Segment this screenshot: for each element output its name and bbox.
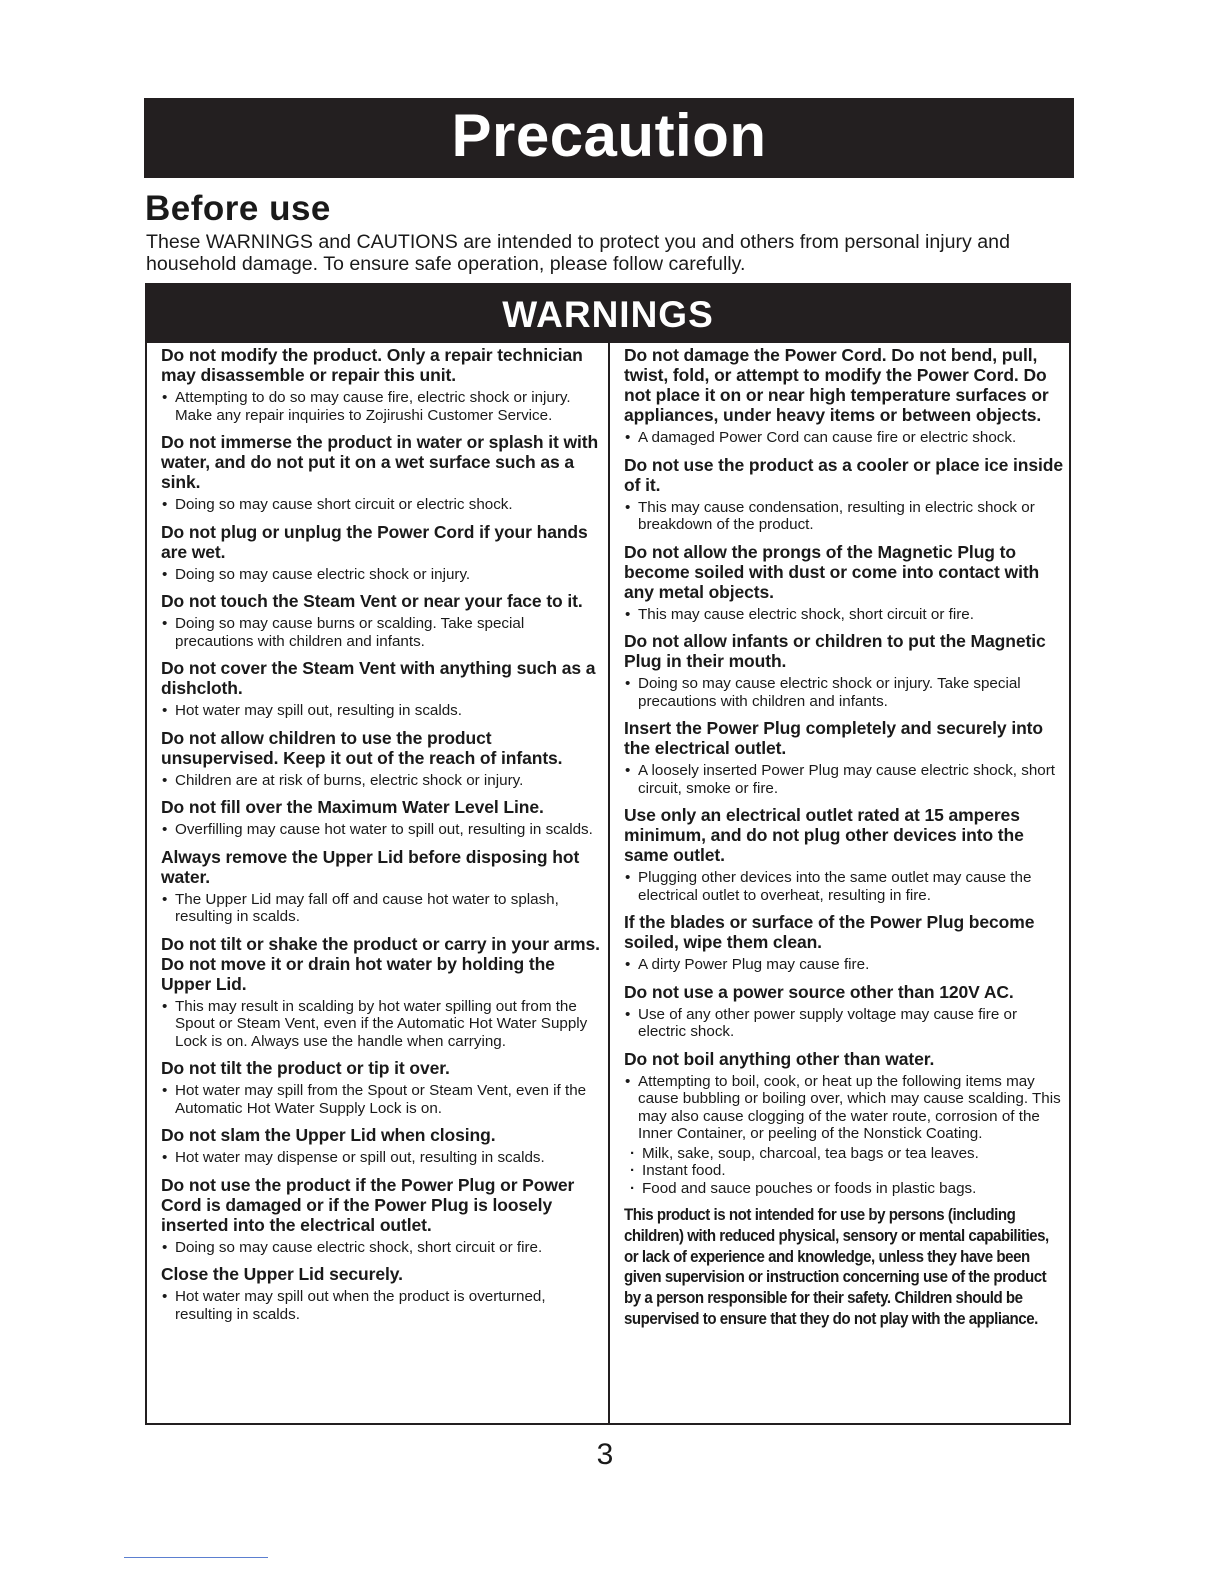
warning-item — [624, 542, 1064, 624]
warning-bullet: • Doing so may cause burns or scalding. Take special precautions with children and infants. — [161, 615, 601, 650]
warning-heading: Insert the Power Plug completely and securely into the electrical outlet. — [624, 718, 1043, 758]
warning-item — [161, 345, 601, 424]
warning-item — [161, 847, 601, 926]
warning-heading: Close the Upper Lid securely. — [161, 1264, 403, 1284]
warning-heading: Do not plug or unplug the Power Cord if your hands are wet. — [161, 521, 588, 562]
warning-item — [161, 591, 601, 650]
warnings-box — [145, 283, 1071, 1425]
warning-item — [161, 658, 601, 720]
warning-heading: Do not use the product if the Power Plug or Power Cord is damaged or if the Power Plug is loosely inserted into the electrical outlet. — [161, 1174, 575, 1235]
warning-bullet: • Children are at risk of burns, electric shock or injury. — [161, 772, 601, 790]
warning-heading: Do not cover the Steam Vent with anything such as a dishcloth. — [161, 658, 596, 698]
warnings-title: WARNINGS — [502, 293, 714, 335]
warnings-right-column — [624, 345, 1064, 1330]
warning-heading: Do not use a power source other than 120V AC. — [624, 981, 1014, 1002]
warning-heading: Do not allow infants or children to put the Magnetic Plug in their mouth. — [624, 631, 1046, 671]
warning-bullet: • Use of any other power supply voltage may cause fire or electric shock. — [624, 1006, 1064, 1041]
closing-note: This product is not intended for use by persons (including children) with reduced physical, sensory or mental capabilities, or lack of experience and knowledge, unless they have been given supervision or instruction concerning use of the product by a person responsible for their safety. Children should be supervised to ensure that they do not play with the appliance. — [624, 1206, 1049, 1328]
warning-bullet: • This may cause condensation, resulting in electric shock or breakdown of the product. — [624, 499, 1064, 534]
intro-text: These WARNINGS and CAUTIONS are intended to protect you and others from personal injury and household damage. To ensure safe operation, please follow carefully. — [146, 231, 1010, 275]
page-number: 3 — [596, 1438, 614, 1471]
warning-item — [161, 1264, 601, 1323]
warning-item — [161, 1125, 601, 1167]
section-title: Before use — [145, 189, 331, 228]
warning-heading: Do not boil anything other than water. — [624, 1048, 935, 1069]
warning-heading: Use only an electrical outlet rated at 15 amperes minimum, and do not plug other devices into the same outlet. — [624, 805, 1024, 865]
warning-subitem: · Instant food. — [624, 1162, 1064, 1180]
warning-bullet: • Doing so may cause short circuit or electric shock. — [161, 496, 601, 514]
warning-item — [624, 345, 1064, 447]
warning-heading: Do not immerse the product in water or splash it with water, and do not put it on a wet surface such as a sink. — [161, 432, 599, 492]
warning-bullet: • Overfilling may cause hot water to spill out, resulting in scalds. — [161, 821, 601, 839]
warning-bullet: • Hot water may spill from the Spout or Steam Vent, even if the Automatic Hot Water Supply Lock is on. — [161, 1082, 601, 1117]
warning-heading: Do not damage the Power Cord. Do not bend, pull, twist, fold, or attempt to modify the Power Cord. Do not place it on or near high temperature surfaces or appliances, under heavy items or between objects. — [624, 345, 1049, 425]
warning-bullet: • Hot water may spill out, resulting in scalds. — [161, 702, 601, 720]
warning-item — [624, 805, 1064, 904]
title-banner — [144, 98, 1074, 178]
warning-bullet: • Attempting to do so may cause fire, electric shock or injury. Make any repair inquiries to Zojirushi Customer Service. — [161, 389, 601, 424]
warning-item — [161, 728, 601, 790]
warning-subitem: · Milk, sake, soup, charcoal, tea bags or tea leaves. — [624, 1145, 1064, 1163]
warning-item — [161, 1058, 601, 1117]
warning-item — [161, 522, 601, 584]
warning-subitem: · Food and sauce pouches or foods in plastic bags. — [624, 1180, 1064, 1198]
warning-heading: Do not modify the product. Only a repair technician may disassemble or repair this unit. — [161, 345, 583, 385]
warning-heading: Always remove the Upper Lid before disposing hot water. — [161, 846, 580, 887]
warning-bullet: • This may result in scalding by hot water spilling out from the Spout or Steam Vent, even if the Automatic Hot Water Supply Lock is on. Always use the handle when carrying. — [161, 998, 601, 1051]
warning-item — [161, 1175, 601, 1257]
footer-rule — [124, 1557, 268, 1558]
warnings-header — [147, 285, 1069, 343]
warning-heading: Do not allow the prongs of the Magnetic Plug to become soiled with dust or come into contact with any metal objects. — [624, 541, 1040, 602]
warning-item — [161, 797, 601, 839]
warning-item — [624, 718, 1064, 797]
warning-bullet: • Doing so may cause electric shock, short circuit or fire. — [161, 1239, 601, 1257]
warning-item — [624, 912, 1064, 974]
warning-item — [161, 934, 601, 1051]
warning-bullet: • Attempting to boil, cook, or heat up the following items may cause bubbling or boiling over, which may cause scalding. This may also cause clogging of the water route, corrosion of the Inner Container, or peeling of the Nonstick Coating. — [624, 1073, 1064, 1143]
warning-bullet: • A dirty Power Plug may cause fire. — [624, 956, 1064, 974]
warning-heading: Do not tilt or shake the product or carry in your arms. Do not move it or drain hot water by holding the Upper Lid. — [161, 933, 600, 994]
warning-item — [624, 1049, 1064, 1198]
warning-heading: If the blades or surface of the Power Plug become soiled, wipe them clean. — [624, 912, 1035, 952]
warning-item — [624, 631, 1064, 710]
warning-heading: Do not fill over the Maximum Water Level Line. — [161, 797, 544, 817]
warning-heading: Do not tilt the product or tip it over. — [161, 1058, 450, 1078]
warning-bullet: • This may cause electric shock, short circuit or fire. — [624, 606, 1064, 624]
warning-bullet: • Plugging other devices into the same outlet may cause the electrical outlet to overheat, resulting in fire. — [624, 869, 1064, 904]
warning-bullet: • Hot water may dispense or spill out, resulting in scalds. — [161, 1149, 601, 1167]
page-title: Precaution — [451, 102, 767, 169]
warning-item — [624, 982, 1064, 1041]
warning-heading: Do not use the product as a cooler or place ice inside of it. — [624, 454, 1064, 495]
warning-item — [161, 432, 601, 514]
warning-heading: Do not slam the Upper Lid when closing. — [161, 1125, 496, 1145]
warning-bullet: • A damaged Power Cord can cause fire or electric shock. — [624, 429, 1064, 447]
warning-heading: Do not touch the Steam Vent or near your face to it. — [161, 591, 583, 611]
warning-bullet: • A loosely inserted Power Plug may cause electric shock, short circuit, smoke or fire. — [624, 762, 1064, 797]
warning-heading: Do not allow children to use the product unsupervised. Keep it out of the reach of infants. — [161, 727, 563, 768]
warning-bullet: • Doing so may cause electric shock or injury. — [161, 566, 601, 584]
column-divider — [608, 343, 610, 1423]
warnings-left-column — [161, 345, 601, 1331]
warning-bullet: • Hot water may spill out when the product is overturned, resulting in scalds. — [161, 1288, 601, 1323]
warning-bullet: • The Upper Lid may fall off and cause hot water to splash, resulting in scalds. — [161, 891, 601, 926]
warning-bullet: • Doing so may cause electric shock or injury. Take special precautions with children and infants. — [624, 675, 1064, 710]
warning-item — [624, 455, 1064, 534]
